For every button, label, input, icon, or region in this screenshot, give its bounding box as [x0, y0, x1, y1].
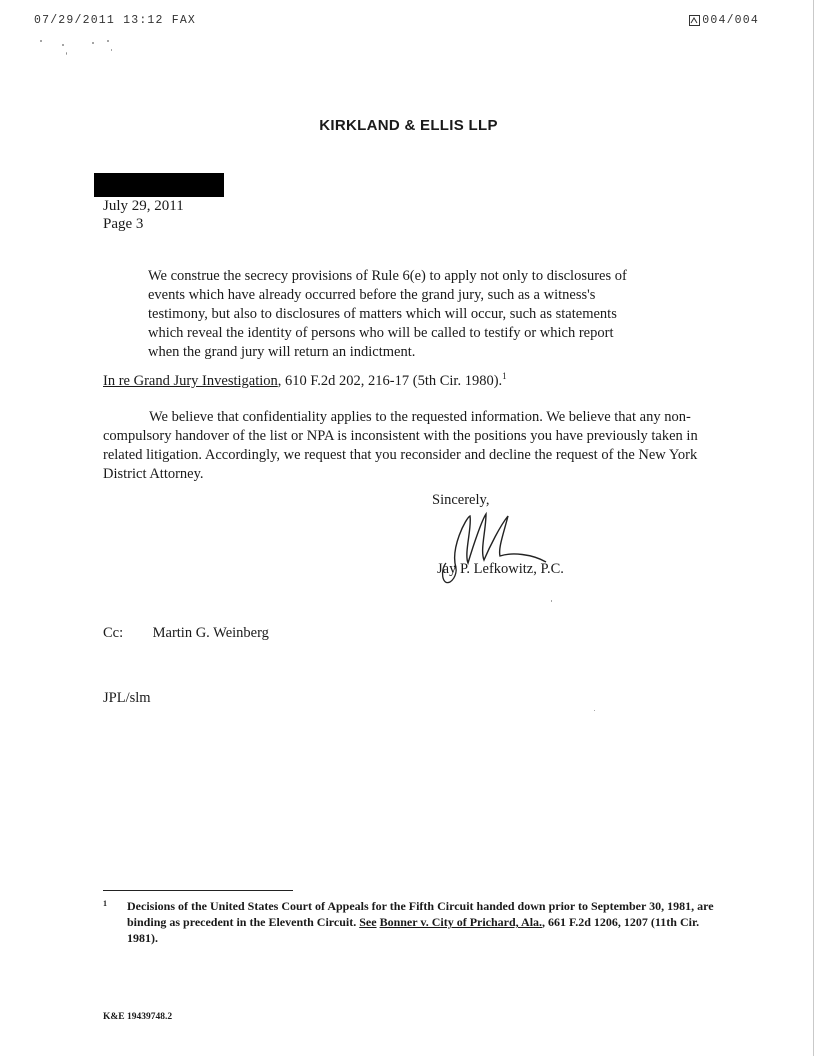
body-paragraph: We believe that confidentiality applies to the requested information. We believe that any non-compulsory handover of the list or NPA is inconsistent with the positions you have previously taken in related litigation. Accordingly, we request that you reconsider and decline the request of the New York District Attorney. — [103, 409, 698, 482]
footnote-case-name: Bonner v. City of Prichard, Ala. — [379, 915, 543, 929]
firm-name: KIRKLAND & ELLIS LLP — [319, 117, 498, 134]
letter-date: July 29, 2011 — [103, 198, 184, 214]
case-citation — [103, 371, 507, 390]
footnote-number: 1 — [103, 899, 107, 908]
fax-timestamp: 07/29/2011 13:12 FAX — [34, 14, 197, 27]
typist-initials: JPL/slm — [103, 690, 151, 706]
document-number: K&E 19439748.2 — [103, 1012, 173, 1022]
footnote-marker: 1 — [502, 371, 507, 381]
fax-page-count: 004/004 — [702, 14, 759, 27]
citation-case-name: In re Grand Jury Investigation — [103, 372, 278, 389]
scan-artifact — [594, 710, 595, 711]
footnote-see: See — [359, 915, 377, 929]
scan-artifact — [62, 44, 64, 46]
fax-page-icon — [689, 15, 700, 26]
scan-artifact — [66, 52, 67, 55]
scan-edge-line — [813, 0, 814, 1056]
cc-recipient: Martin G. Weinberg — [152, 625, 269, 641]
signer-name: Jay P. Lefkowitz, P.C. — [437, 561, 564, 577]
footnote-divider — [103, 890, 293, 891]
block-quote: We construe the secrecy provisions of Rule 6(e) to apply not only to disclosures of events which have already occurred before the grand jury, such as a witness's testimony, but also to disclosures of matters which will occur, such as statements which reveal the identity of persons who will be called to testify or which report when the grand jury will return an indictment. — [148, 268, 627, 360]
valediction: Sincerely, — [432, 492, 490, 508]
cc-label: Cc: — [103, 625, 124, 641]
footnote-text: Decisions of the United States Court of Appeals for the Fifth Circuit handed down prior to September 30, 1981, are binding as precedent in the Eleventh Circuit. See Bonner v. City of Prichard, Ala., 661 F.2d 1206, 1207 (11th Cir. 1981). — [127, 899, 714, 945]
fax-page-indicator — [689, 14, 759, 27]
citation-reference: , 610 F.2d 202, 216-17 (5th Cir. 1980). — [277, 372, 503, 389]
cc-line — [103, 625, 269, 642]
scan-artifact — [40, 40, 42, 42]
scan-artifact — [92, 42, 94, 44]
scan-artifact — [107, 40, 109, 42]
page-number: Page 3 — [103, 216, 144, 232]
scan-artifact — [551, 600, 552, 602]
redaction-box — [94, 173, 224, 197]
footnote — [103, 898, 723, 946]
scan-artifact — [111, 49, 112, 51]
